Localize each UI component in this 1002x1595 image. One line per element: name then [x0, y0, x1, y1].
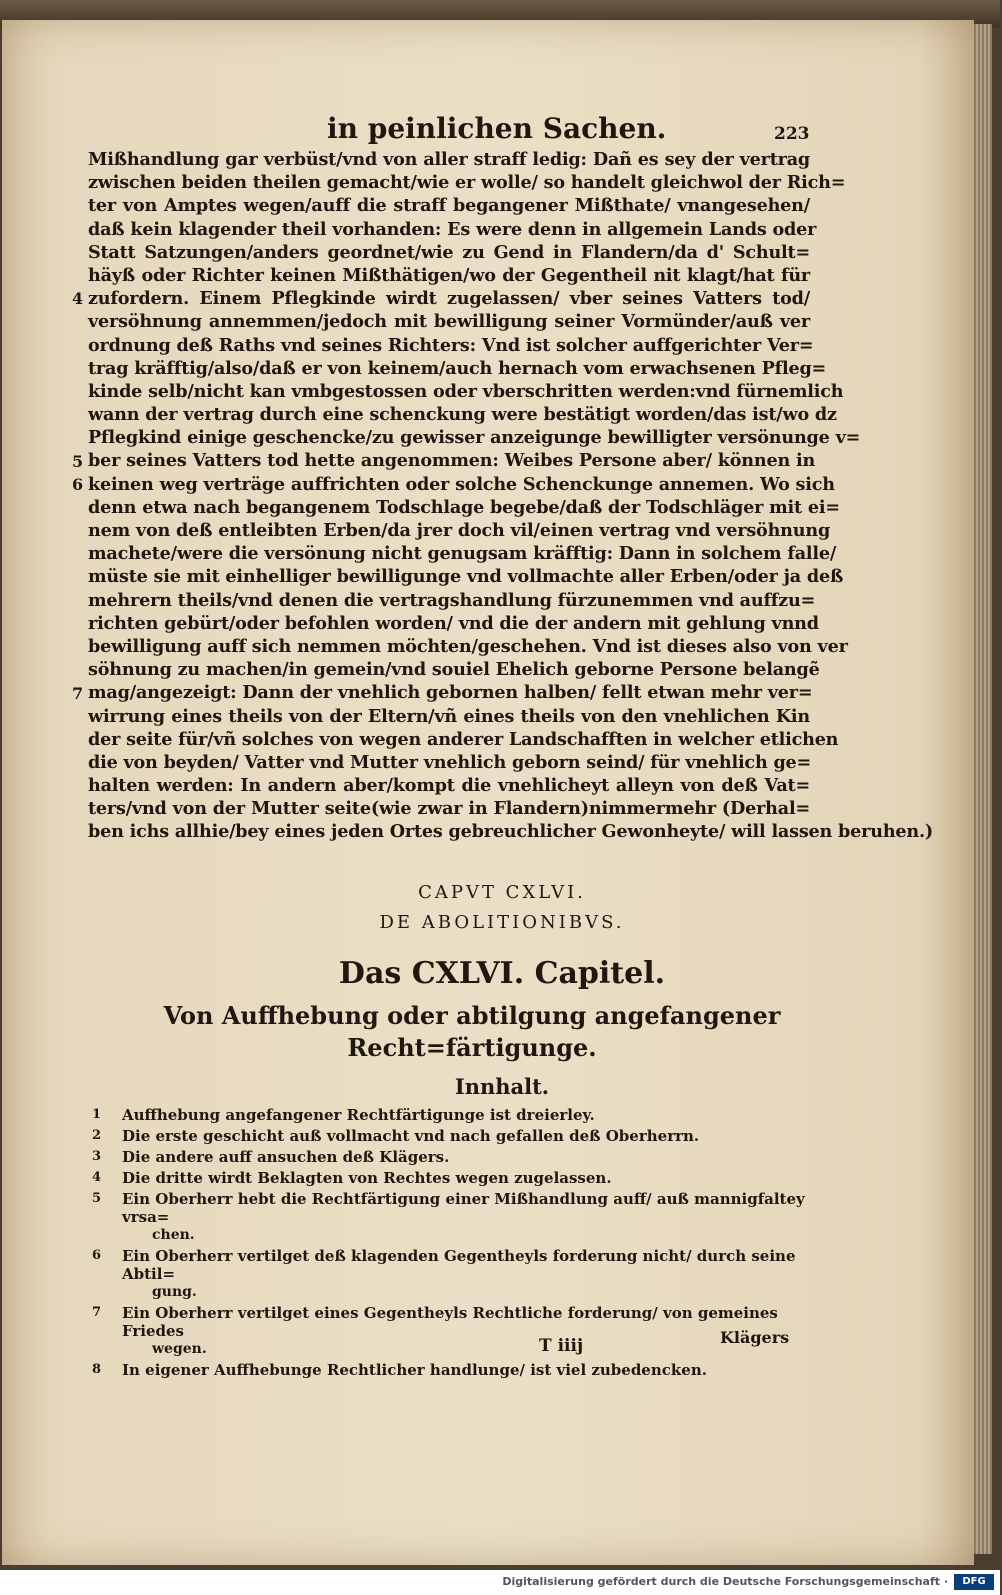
contents-item-number: 4: [92, 1170, 102, 1185]
contents-item: [92, 1247, 812, 1301]
contents-item-number: 1: [92, 1107, 102, 1122]
contents-item-text: Ein Oberherr hebt die Rechtfärtigung einer Mißhandlung auff/ auß mannigfaltey vrsa=: [122, 1190, 805, 1226]
running-title: in peinlichen Sachen.: [327, 112, 667, 145]
text-line: trag kräfftig/also/daß er von keinem/auch hernach vom erwachsenen Pfleg=: [88, 357, 827, 379]
text-line: keinen weg verträge auffrichten oder solche Schenckunge annemen. Wo sich: [88, 473, 835, 495]
contents-heading: Innhalt.: [454, 1074, 550, 1099]
text-line: ter von Amptes wegen/auff die straff begangener Mißthate/ vnangesehen/: [88, 195, 810, 217]
text-line: häyß oder Richter keinen Mißthätigen/wo der Gegentheil nit klagt/hat für: [88, 264, 810, 286]
text-line: nem von deß entleibten Erben/da jrer doch vil/einen vertrag vnd versöhnung: [88, 520, 831, 541]
contents-item-number: 5: [92, 1191, 102, 1206]
contents-item-text: Die dritte wirdt Beklagten von Rechtes wegen zugelassen.: [122, 1169, 612, 1187]
text-line: versöhnung annemmen/jedoch mit bewilligung seiner Vormünder/auß ver: [88, 311, 810, 333]
contents-item-continuation: gung.: [152, 1284, 197, 1300]
contents-item-continuation: wegen.: [152, 1341, 207, 1357]
text-line: zwischen beiden theilen gemacht/wie er wolle/ so handelt gleichwol der Rich=: [88, 172, 846, 194]
text-line: die von beyden/ Vatter vnd Mutter vnehlich geborn seind/ für vnehlich ge=: [88, 751, 812, 773]
text-line: halten werden: In andern aber/kompt die vnehlicheyt alleyn von deß Vat=: [88, 775, 810, 797]
contents-item: [92, 1106, 812, 1124]
catchword: Klägers: [720, 1328, 790, 1347]
contents-item-continuation: chen.: [152, 1227, 195, 1243]
contents-item: [92, 1361, 812, 1379]
body-text: [88, 148, 934, 844]
text-line: kinde selb/nicht kan vmbgestossen oder vberschritten werden:vnd fürnemlich: [88, 380, 844, 402]
chapter-subtitle: Von Auffhebung oder abtilgung angefangener Recht=färtigunge.: [163, 1001, 781, 1062]
text-line: richten gebürt/oder befohlen worden/ vnd die der andern mit gehlung vnnd: [88, 612, 819, 634]
contents-item: [92, 1169, 812, 1187]
chapter-title: Das CXLVI. Capitel.: [338, 956, 666, 991]
text-line: söhnung zu machen/in gemein/vnd souiel Ehelich geborne Persone belangẽ: [88, 659, 820, 681]
contents-item: [92, 1148, 812, 1166]
contents-item: [92, 1127, 812, 1145]
text-line: ordnung deß Raths vnd seines Richters: Vnd ist solcher auffgerichter Ver=: [88, 334, 814, 356]
contents-item-text: In eigener Auffhebunge Rechtlicher handlunge/ ist viel zubedencken.: [122, 1361, 707, 1379]
text-line: daß kein klagender theil vorhanden: Es were denn in allgemein Lands oder: [88, 218, 817, 240]
margin-number: 5: [72, 451, 84, 471]
contents-item-text: Die andere auff ansuchen deß Klägers.: [122, 1148, 450, 1166]
text-line: mehrern theils/vnd denen die vertragshandlung fürzunemmen vnd auffzu=: [88, 589, 816, 611]
text-line: machete/were die versönung nicht genugsam kräfftig: Dann in solchem falle/: [88, 543, 837, 565]
caput-heading: CAPVT CXLVI.: [418, 882, 586, 903]
footer-bar: [0, 1570, 1000, 1595]
contents-item-text: Auffhebung angefangener Rechtfärtigunge ist dreierley.: [122, 1106, 595, 1124]
caput-subheading: DE ABOLITIONIBVS.: [379, 912, 625, 933]
contents-item-number: 7: [92, 1305, 102, 1320]
contents-item-number: 3: [92, 1149, 102, 1164]
contents-item: [92, 1190, 812, 1244]
text-line: ber seines Vatters tod hette angenommen: Weibes Persone aber/ können in: [88, 450, 816, 472]
text-line: wirrung eines theils von der Eltern/vñ eines theils von den vnehlichen Kin: [88, 705, 810, 727]
margin-number: 7: [72, 683, 84, 703]
contents-item-number: 8: [92, 1362, 102, 1377]
contents-item-number: 2: [92, 1128, 102, 1143]
book-page-edges: [974, 24, 992, 1554]
text-line: Pflegkind einige geschencke/zu gewisser anzeigunge bewilligter versönunge v=: [88, 427, 861, 449]
contents-item-text: Ein Oberherr vertilget eines Gegentheyls Rechtliche forderung/ von gemeines Friedes: [122, 1304, 778, 1340]
contents-item-number: 6: [92, 1248, 102, 1263]
dfg-logo: DFG: [954, 1574, 994, 1590]
page-number: 223: [774, 124, 810, 144]
contents-list: [92, 1106, 812, 1382]
funding-credit: Digitalisierung gefördert durch die Deutsche Forschungsgemeinschaft ·: [502, 1575, 948, 1588]
signature-mark: T iiij: [539, 1336, 584, 1356]
text-line: zufordern. Einem Pflegkinde wirdt zugelassen/ vber seines Vatters tod/: [88, 288, 810, 310]
text-line: denn etwa nach begangenem Todschlage begebe/daß der Todschläger mit ei=: [88, 496, 840, 518]
margin-number: 6: [72, 474, 84, 494]
text-line: wann der vertrag durch eine schenckung were bestätigt worden/das ist/wo dz: [88, 404, 837, 426]
text-line: mag/angezeigt: Dann der vnehlich gebornen halben/ fellt etwan mehr ver=: [88, 682, 813, 704]
margin-number: 4: [72, 289, 84, 309]
text-line: bewilligung auff sich nemmen möchten/geschehen. Vnd ist dieses also von ver: [88, 635, 848, 657]
contents-item: [92, 1304, 812, 1358]
contents-item-text: Ein Oberherr vertilget deß klagenden Gegentheyls forderung nicht/ durch seine Abtil=: [122, 1247, 796, 1283]
text-line: Statt Satzungen/anders geordnet/wie zu Gend in Flandern/da d' Schult=: [88, 241, 810, 263]
contents-item-text: Die erste geschicht auß vollmacht vnd nach gefallen deß Oberherrn.: [122, 1127, 700, 1145]
text-line: müste sie mit einhelliger bewilligunge vnd vollmachte aller Erben/oder ja deß: [88, 566, 844, 588]
book-page: [2, 20, 974, 1565]
text-line: ters/vnd von der Mutter seite(wie zwar in Flandern)nimmermehr (Derhal=: [88, 798, 810, 820]
text-line: der seite für/vñ solches von wegen anderer Landschafften in welcher etlichen: [88, 728, 839, 750]
text-line: Mißhandlung gar verbüst/vnd von aller straff ledig: Dañ es sey der vertrag: [88, 149, 810, 170]
text-line: ben ichs allhie/bey eines jeden Ortes gebreuchlicher Gewonheyte/ will lassen beruhen.): [88, 821, 934, 843]
